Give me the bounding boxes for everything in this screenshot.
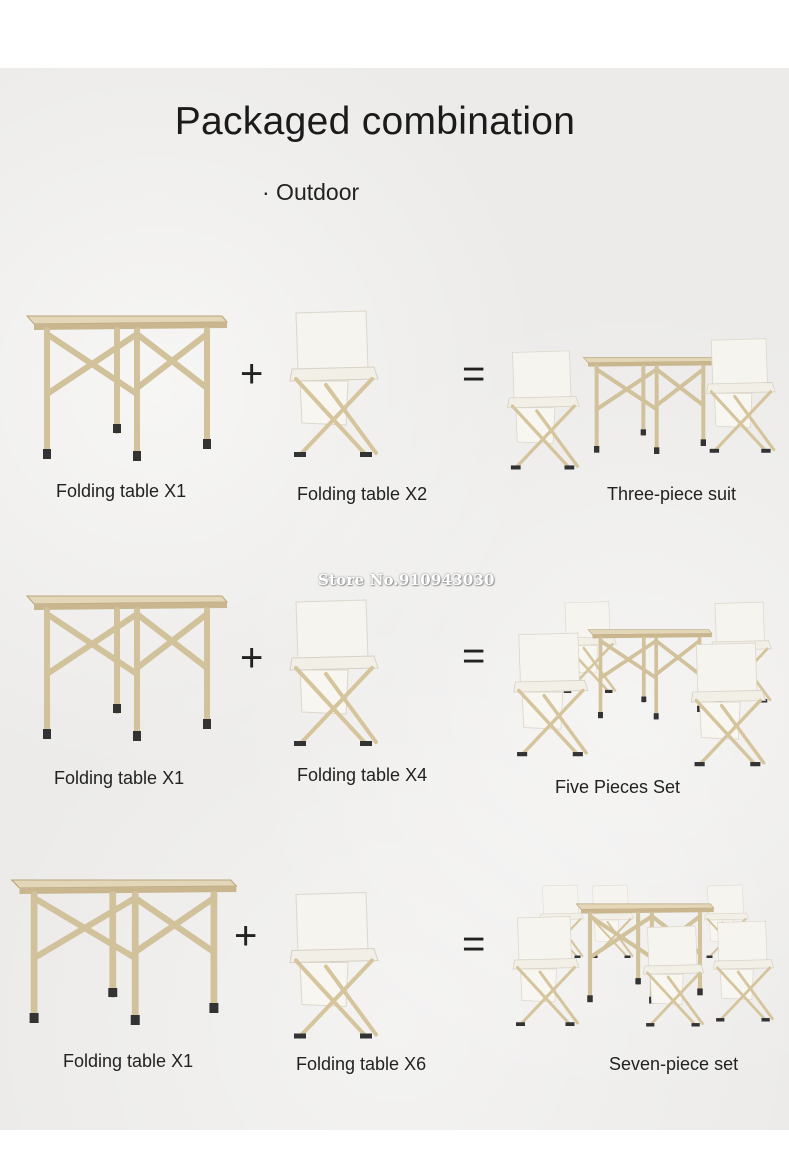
folding-chair-image — [286, 594, 386, 754]
chair-label: Folding table X2 — [297, 484, 428, 504]
equals-sign: = — [462, 922, 486, 966]
chair-label: Folding table X6 — [296, 1054, 427, 1074]
combination-row-2 — [0, 578, 789, 838]
folding-chair-image — [286, 300, 386, 470]
store-watermark: Store No.910943030 — [318, 571, 495, 589]
plus-sign: + — [240, 352, 264, 396]
equals-sign: = — [462, 634, 486, 678]
chair-label: Folding table X4 — [297, 765, 428, 785]
folding-table-image — [22, 306, 232, 466]
result-label: Five Pieces Set — [555, 777, 681, 797]
combination-row-1 — [0, 298, 789, 558]
product-banner — [0, 68, 789, 1130]
table-label: Folding table X1 — [54, 768, 185, 788]
table-label: Folding table X1 — [56, 481, 187, 501]
combination-row-3 — [0, 868, 789, 1128]
folding-table-image — [22, 586, 232, 746]
page-title: Packaged combination — [174, 100, 576, 143]
subtitle: · Outdoor — [262, 179, 360, 205]
folding-table-image — [6, 870, 242, 1030]
result-label: Seven-piece set — [609, 1054, 739, 1074]
plus-sign: + — [234, 914, 258, 958]
table-label: Folding table X1 — [63, 1051, 194, 1071]
result-label: Three-piece suit — [607, 484, 737, 504]
folding-chair-image — [286, 884, 386, 1049]
three-piece-set-image — [500, 326, 780, 476]
equals-sign: = — [462, 352, 486, 396]
plus-sign: + — [240, 636, 264, 680]
seven-piece-set-image — [505, 882, 780, 1032]
five-piece-set-image — [505, 598, 780, 773]
